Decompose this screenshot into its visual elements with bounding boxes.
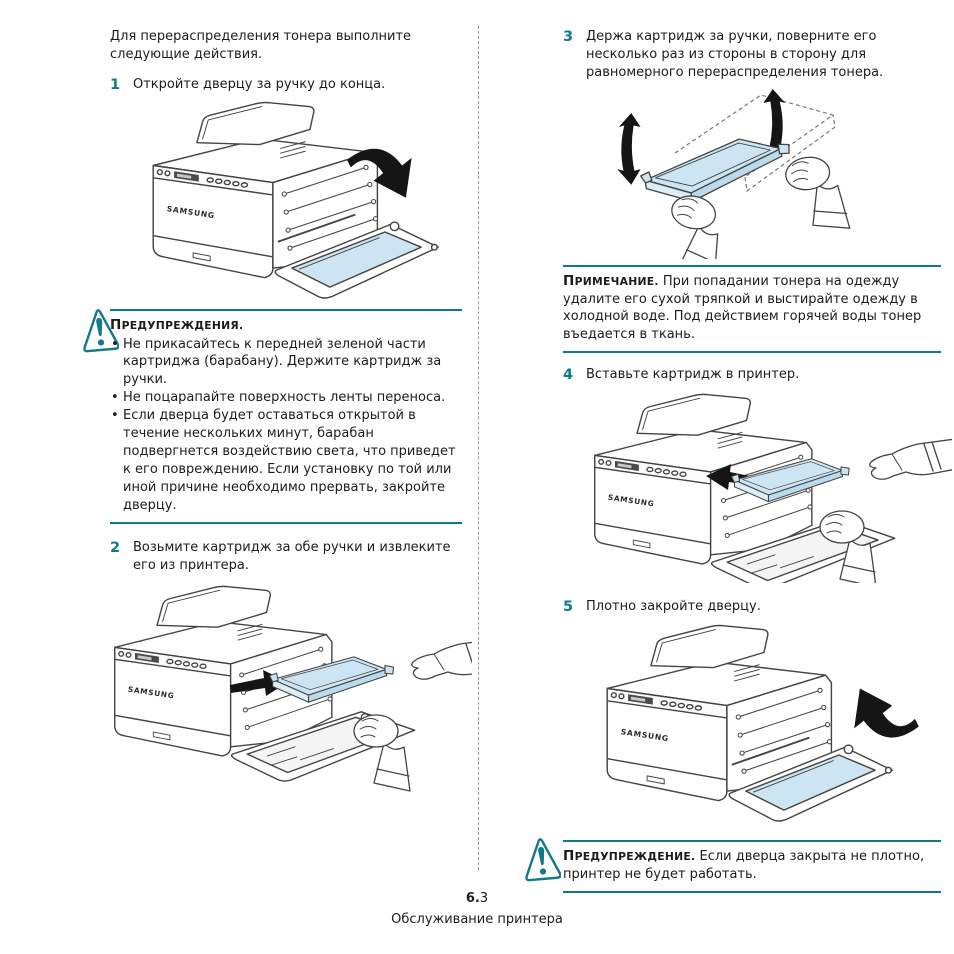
step-3-number: 3 [563, 29, 574, 45]
note-text: При попадании тонера на одежду удалите его сухой тряпкой и выстирайте одежду в холодной воде. Под действием горячей воды тонер въедается в ткань. [563, 273, 922, 343]
section-title: Обслуживание принтера [391, 912, 563, 927]
step-1-number: 1 [110, 77, 121, 94]
page-number [0, 891, 954, 906]
step-1-text: Откройте дверцу за ручку до конца. [133, 77, 386, 93]
step-2 [110, 539, 462, 575]
rock-arrow-left [617, 113, 640, 185]
hand-illustration [870, 437, 952, 479]
note-box [563, 265, 941, 354]
note-title: ПРИМЕЧАНИЕ. [563, 272, 659, 289]
warning-icon [523, 836, 561, 884]
warning-bullet: • Не прикасайтесь к передней зеленой части картриджа (барабану). Держите картридж за ручки. [110, 336, 462, 390]
illustration-open-door [138, 99, 460, 301]
step-5-number: 5 [563, 598, 574, 615]
step-3 [563, 28, 941, 83]
close-direction-arrow [854, 688, 919, 737]
warnings-title-line [110, 316, 462, 335]
step-3-text: Держа картридж за ручки, поверните его несколько раз из стороны в сторону для равномерного перераспределения тонера. [586, 29, 884, 81]
warnings-title: ПРЕДУПРЕЖДЕНИЯ. [110, 316, 244, 333]
intro-text: Для перераспределения тонера выполните следующие действия. [110, 29, 412, 63]
left-column [110, 28, 462, 793]
step-2-text: Возьмите картридж за обе ручки и извлеките его из принтера. [133, 539, 451, 574]
step-4-text: Вставьте картридж в принтер. [586, 367, 800, 383]
warning-bullet: • Если дверца будет оставаться открытой в течение нескольких минут, барабан подвергнется воздействию света, что приведет к его повреждению. Если установку по той или иной причине необходимо прервать, закройте дверцу. [110, 407, 462, 515]
illustration-shake-cartridge [595, 87, 925, 259]
illustration-remove-cartridge [100, 583, 472, 793]
step-4 [563, 366, 941, 384]
hand-illustration [784, 152, 850, 235]
column-divider [478, 26, 479, 870]
warning-bullet: • Не поцарапайте поверхность ленты переноса. [110, 389, 462, 407]
illustration-close-door [592, 622, 942, 826]
warning-text: Если дверца закрыта не плотно, принтер не будет работать. [563, 848, 925, 882]
illustration-insert-cartridge [580, 391, 952, 583]
chapter-number: 6. [465, 891, 480, 906]
page-in-chapter: 3 [479, 891, 489, 906]
right-column [563, 28, 941, 893]
step-5 [563, 598, 941, 616]
step-5-text: Плотно закройте дверцу. [586, 598, 761, 614]
warnings-list [110, 336, 462, 515]
step-2-number: 2 [110, 539, 121, 556]
warning-box [563, 840, 941, 893]
warnings-box [110, 309, 462, 524]
hand-illustration [660, 192, 731, 259]
step-1 [110, 76, 462, 94]
hand-illustration [412, 637, 472, 679]
warning-title: ПРЕДУПРЕЖДЕНИЕ. [563, 847, 696, 864]
step-4-number: 4 [563, 367, 574, 384]
